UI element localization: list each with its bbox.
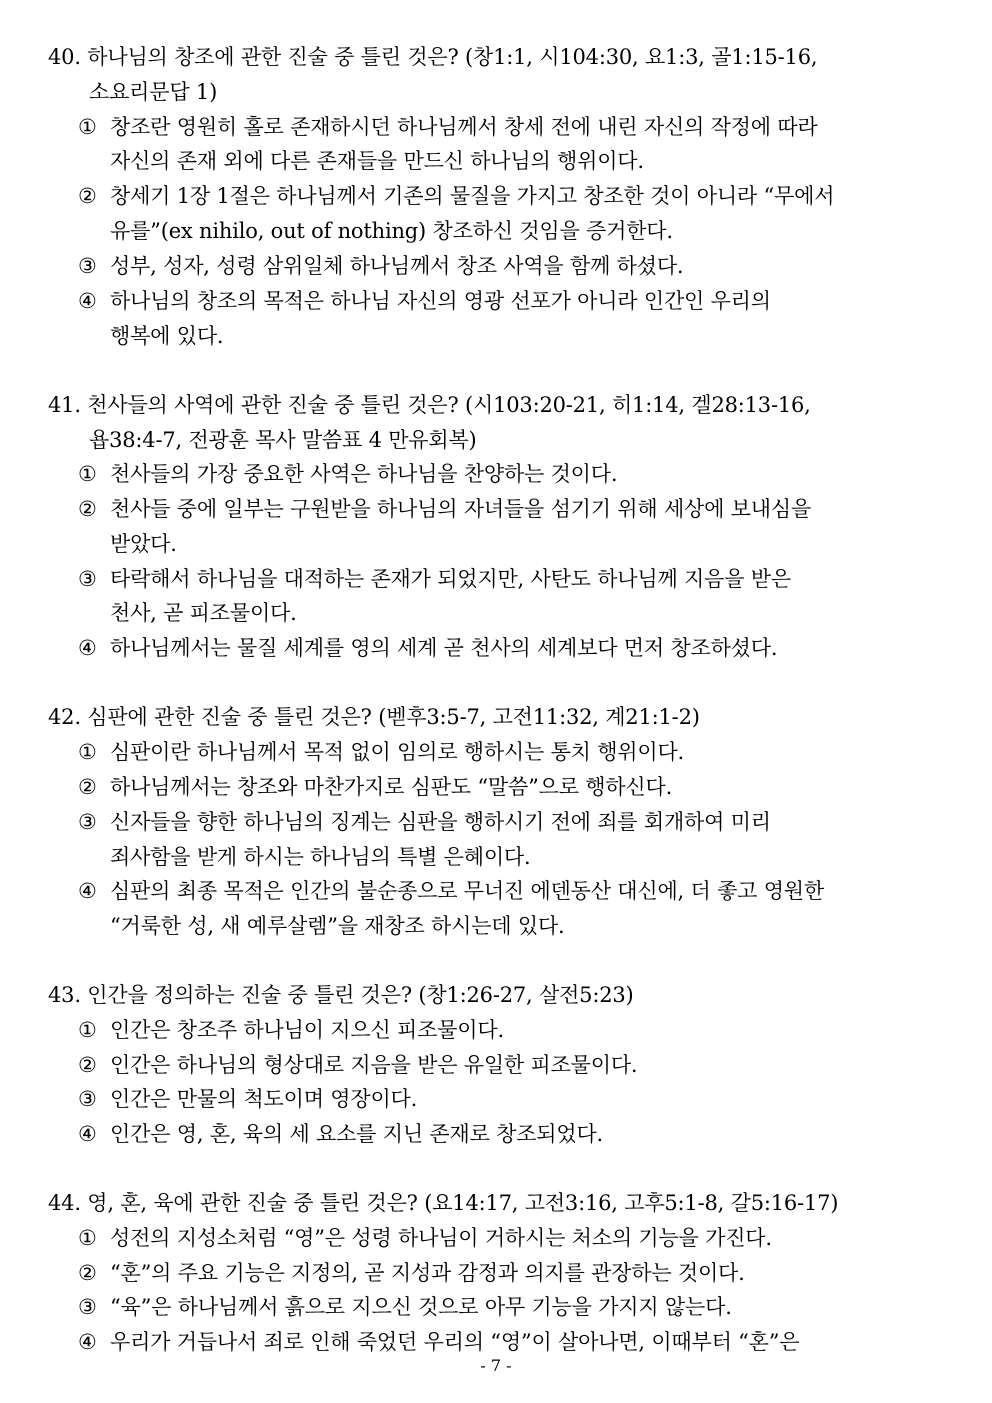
option-text: “육”은 하나님께서 흙으로 지으신 것으로 아무 기능을 가지지 않는다. — [110, 1295, 732, 1319]
option-text: 성부, 성자, 성령 삼위일체 하나님께서 창조 사역을 함께 하셨다. — [110, 254, 684, 278]
option-number: ③ — [78, 1087, 97, 1111]
option-number: ② — [78, 775, 97, 799]
option-text: 인간은 하나님의 형상대로 지음을 받은 유일한 피조물이다. — [110, 1053, 638, 1077]
option-number: ① — [78, 115, 97, 139]
option-text: 천사들의 가장 중요한 사역은 하나님을 찬양하는 것이다. — [110, 462, 618, 486]
option-text: 행복에 있다. — [110, 324, 224, 348]
option-text: 자신의 존재 외에 다른 존재들을 만드신 하나님의 행위이다. — [110, 149, 644, 173]
option-text: 성전의 지성소처럼 “영”은 성령 하나님이 거하시는 처소의 기능을 가진다. — [110, 1226, 772, 1250]
question-stem-continued: 소요리문답 1) — [89, 80, 218, 104]
question-stem: 41. 천사들의 사역에 관한 진술 중 틀린 것은? (시103:20-21, 히1:14, 겔28:13-16, — [48, 393, 811, 417]
option-number: ④ — [78, 1122, 97, 1146]
option-number: ① — [78, 462, 97, 486]
option-number: ② — [78, 1053, 97, 1077]
option-number: ② — [78, 184, 97, 208]
option-number: ① — [78, 1226, 97, 1250]
option-text: 심판의 최종 목적은 인간의 불순종으로 무너진 에덴동산 대신에, 더 좋고 영원한 — [110, 879, 824, 903]
option-text: 죄사함을 받게 하시는 하나님의 특별 은혜이다. — [110, 845, 531, 869]
option-text: 타락해서 하나님을 대적하는 존재가 되었지만, 사탄도 하나님께 지음을 받은 — [110, 567, 791, 591]
option-text: 유를”(ex nihilo, out of nothing) 창조하신 것임을 증거한다. — [110, 219, 673, 243]
option-number: ③ — [78, 254, 97, 278]
option-number: ④ — [78, 289, 97, 313]
option-number: ③ — [78, 810, 97, 834]
option-number: ④ — [78, 636, 97, 660]
option-text: 심판이란 하나님께서 목적 없이 임의로 행하시는 통치 행위이다. — [110, 740, 685, 764]
option-text: “거룩한 성, 새 예루살렘”을 재창조 하시는데 있다. — [110, 914, 565, 938]
question-stem: 42. 심판에 관한 진술 중 틀린 것은? (벧후3:5-7, 고전11:32, 계21:1-2) — [48, 705, 700, 729]
option-number: ① — [78, 1018, 97, 1042]
option-text: 천사, 곧 피조물이다. — [110, 601, 297, 625]
option-text: 인간은 만물의 척도이며 영장이다. — [110, 1087, 418, 1111]
option-number: ③ — [78, 1295, 97, 1319]
option-text: 하나님의 창조의 목적은 하나님 자신의 영광 선포가 아니라 인간인 우리의 — [110, 289, 771, 313]
option-text: 창조란 영원히 홀로 존재하시던 하나님께서 창세 전에 내린 자신의 작정에 따라 — [110, 115, 818, 139]
option-text: 인간은 창조주 하나님이 지으신 피조물이다. — [110, 1018, 504, 1042]
option-number: ③ — [78, 567, 97, 591]
option-text: 창세기 1장 1절은 하나님께서 기존의 물질을 가지고 창조한 것이 아니라 “무에서 — [110, 184, 835, 208]
question-stem: 43. 인간을 정의하는 진술 중 틀린 것은? (창1:26-27, 살전5:23) — [48, 983, 634, 1007]
question-stem: 44. 영, 혼, 육에 관한 진술 중 틀린 것은? (요14:17, 고전3:16, 고후5:1-8, 갈5:16-17) — [48, 1191, 839, 1215]
option-text: 천사들 중에 일부는 구원받을 하나님의 자녀들을 섬기기 위해 세상에 보내심을 — [110, 497, 812, 521]
option-text: 하나님께서는 창조와 마찬가지로 심판도 “말씀”으로 행하신다. — [110, 775, 673, 799]
option-number: ④ — [78, 1330, 97, 1354]
option-number: ② — [78, 1261, 97, 1285]
option-text: 받았다. — [110, 532, 177, 556]
option-text: “혼”의 주요 기능은 지정의, 곧 지성과 감정과 의지를 관장하는 것이다. — [110, 1261, 745, 1285]
option-number: ② — [78, 497, 97, 521]
option-text: 하나님께서는 물질 세계를 영의 세계 곧 천사의 세계보다 먼저 창조하셨다. — [110, 636, 778, 660]
option-text: 우리가 거듭나서 죄로 인해 죽었던 우리의 “영”이 살아나면, 이때부터 “혼”은 — [110, 1330, 800, 1354]
page-number: - 7 - — [480, 1356, 512, 1375]
option-text: 인간은 영, 혼, 육의 세 요소를 지닌 존재로 창조되었다. — [110, 1122, 604, 1146]
option-text: 신자들을 향한 하나님의 징계는 심판을 행하시기 전에 죄를 회개하여 미리 — [110, 810, 771, 834]
option-number: ④ — [78, 879, 97, 903]
question-stem-continued: 욥38:4-7, 전광훈 목사 말씀표 4 만유회복) — [89, 428, 477, 452]
question-stem: 40. 하나님의 창조에 관한 진술 중 틀린 것은? (창1:1, 시104:30, 요1:3, 골1:15-16, — [48, 45, 818, 69]
option-number: ① — [78, 740, 97, 764]
